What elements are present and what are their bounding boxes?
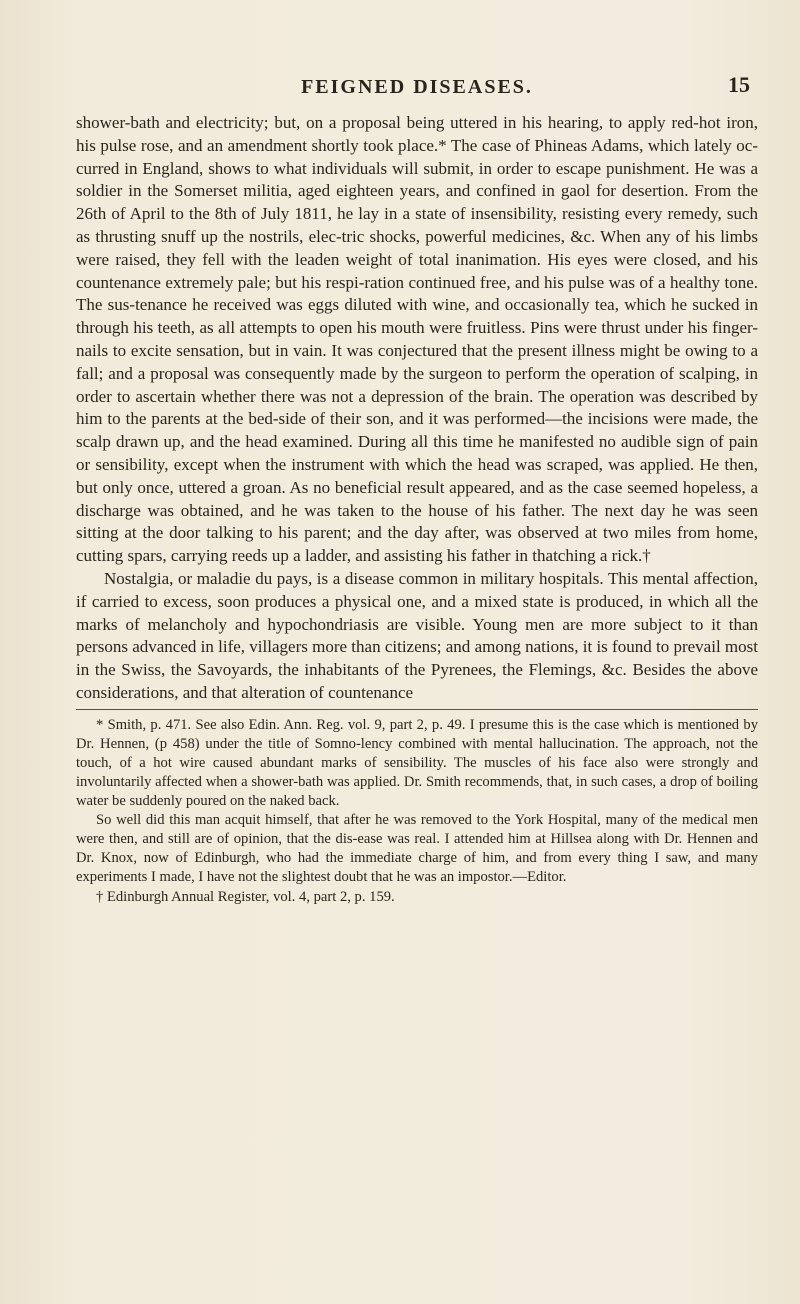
footnote-divider <box>76 709 758 710</box>
footnotes <box>76 716 758 907</box>
page-number: 15 <box>728 72 750 97</box>
footnote-editor: So well did this man acquit himself, that after he was removed to the York Hospital, many of the medical men were then, and still are of opinion, that the dis-ease was real. I attended him at Hillsea along with Dr. Hennen and Dr. Knox, now of Edinburgh, who had the immediate charge of him, and from every thing I saw, and many experiments I made, I have not the slightest doubt that he was an impostor.—Editor. <box>76 811 758 885</box>
footnote-star: * Smith, p. 471. See also Edin. Ann. Reg. vol. 9, part 2, p. 49. I presume this is the case which is mentioned by Dr. Hennen, (p 458) under the title of Somno-lency combined with mental hallucination. The approach, not the touch, of a hot wire caused abundant marks of sensibility. The muscles of his face also were strongly and involuntarily affected when a shower-bath was applied. Dr. Smith recommends, that, in such cases, a drop of boiling water be suddenly poured on the naked back. <box>76 716 758 809</box>
paragraph-nostalgia: Nostalgia, or maladie du pays, is a disease common in military hospitals. This mental affection, if carried to excess, soon produces a physical one, and a mixed state is produced, in which all the marks of melancholy and hypochondriasis are visible. Young men are more subject to it than persons advanced in life, villagers more than citizens; and among nations, it is found to prevail most in the Swiss, the Savoyards, the inhabitants of the Pyrenees, the Flemings, &c. Besides the above considerations, and that alteration of countenance <box>76 568 758 702</box>
running-head <box>76 66 758 106</box>
running-title: FEIGNED DISEASES. <box>301 76 533 98</box>
paragraph-phineas-adams: shower-bath and electricity; but, on a proposal being uttered in his hearing, to apply red-hot iron, his pulse rose, and an amendment shortly took place.* The case of Phineas Adams, which lately oc-curred in England, shows to what individuals will submit, in order to escape punishment. He was a soldier in the Somerset militia, aged eighteen years, and confined in gaol for desertion. From the 26th of April to the 8th of July 1811, he lay in a state of insensibility, resisting every remedy, such as thrusting snuff up the nostrils, elec-tric shocks, powerful medicines, &c. When any of his limbs were raised, they fell with the leaden weight of total inanimation. His eyes were closed, and his countenance extremely pale; but his respi-ration continued free, and his pulse was of a healthy tone. The sus-tenance he received was eggs diluted with wine, and occasionally tea, which he sucked in through his teeth, as all attempts to open his mouth were fruitless. Pins were thrust under his finger-nails to excite sensation, but in vain. It was conjectured that the present illness might be owing to a fall; and a proposal was consequently made by the surgeon to perform the operation of scalping, in order to ascertain whether there was not a depression of the brain. The operation was described by him to the parents at the bed-side of their son, and it was performed—the incisions were made, the scalp drawn up, and the head examined. During all this time he manifested no audible sign of pain or sensibility, except when the instrument with which the head was scraped, was applied. He then, but only once, uttered a groan. As no beneficial result appeared, and as the case seemed hopeless, a discharge was obtained, and he was taken to the house of his father. The next day he was seen sitting at the door talking to his parent; and the day after, was observed at two miles from home, cutting spars, carrying reeds up a ladder, and assisting his father in thatching a rick.† <box>76 113 758 566</box>
body-text <box>76 112 758 705</box>
footnote-dagger: † Edinburgh Annual Register, vol. 4, part 2, p. 159. <box>96 888 395 905</box>
